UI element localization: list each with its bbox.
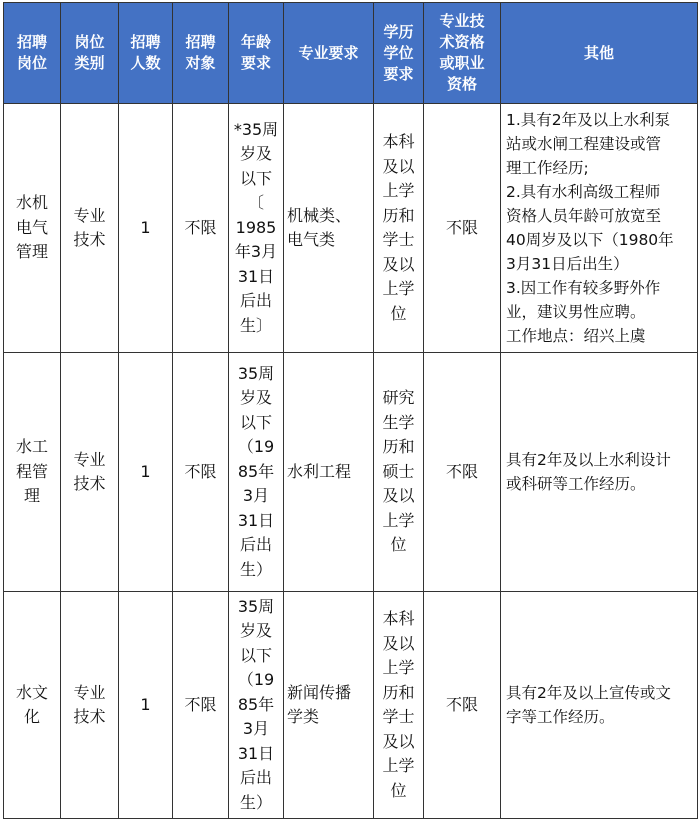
cell-line: 要求 [240,54,271,72]
cell-count: 1 [119,353,173,592]
cell-line: 及以 [382,486,415,506]
cell-line: 学士 [382,707,415,726]
cell-line: 岗位 [16,54,47,72]
cell-age [229,353,284,592]
cell-line: 1985 [235,217,277,237]
cell-line: 电气类 [287,230,336,249]
cell-line: 生〕 [239,315,272,335]
cell-other [501,353,698,592]
cell-line: 上学 [382,510,415,530]
cell-line: 学士 [382,230,415,249]
cell-line: 或职业 [439,54,485,72]
cell-line: 资格人员年龄可放宽至 [506,207,662,225]
cell-line: 位 [390,535,407,555]
cell-line: 具有2年及以上宣传或文 [506,684,671,702]
cell-line: 专业技 [439,12,485,30]
header-major [284,3,374,104]
cell-line: 招聘 [130,33,161,51]
cell-line: 生学 [382,412,415,432]
cell-major [284,353,374,592]
cell-line: 业，建议男性应聘。 [506,303,646,321]
cell-count: 1 [119,104,173,353]
cell-age [229,104,284,353]
cell-line: 2.具有水利高级工程师 [506,183,661,201]
cell-category [61,592,119,819]
cell-line: 术资格 [439,33,485,51]
cell-line: 水利工程 [287,461,352,481]
cell-major [284,592,374,819]
cell-line: 年3月 [234,242,278,262]
cell-line: 及以 [382,254,415,274]
cell-line: 电气 [15,217,48,237]
cell-line: 资格 [446,75,477,93]
cell-category [61,353,119,592]
cell-line: 3.因工作有较多野外作 [506,279,661,297]
cell-education [374,104,424,353]
cell-line: 以下 [239,412,272,432]
cell-line: 字等工作经历。 [506,708,615,726]
cell-other [501,592,698,819]
cell-line: 硕士 [382,461,415,481]
cell-qualification: 不限 [424,353,501,592]
cell-line: 学类 [287,707,320,726]
cell-target: 不限 [173,104,229,353]
cell-line: 3月 [242,719,270,739]
cell-major [284,104,374,353]
cell-line: 及以 [382,633,415,653]
recruitment-table [3,2,698,819]
cell-line: 上学 [382,279,415,298]
cell-line: 对象 [185,54,216,72]
cell-line: 岁及 [239,388,272,408]
cell-line: 31日 [237,266,275,286]
cell-line: 85年 [237,461,275,481]
cell-position [4,592,61,819]
cell-line: 85年 [237,694,275,714]
cell-line: 40周岁及以下（1980年 [506,231,674,249]
header-education [374,3,424,104]
cell-line: 生） [239,559,272,579]
cell-line: 上学 [382,658,415,677]
cell-qualification: 不限 [424,104,501,353]
cell-target: 不限 [173,353,229,592]
cell-line: 理 [23,486,40,506]
cell-line: 年龄 [240,33,271,51]
cell-line: 学历 [383,22,414,41]
table-row [4,592,698,819]
cell-line: 工作地点：绍兴上虞 [506,327,646,345]
cell-line: 岁及 [239,621,272,641]
cell-line: 31日 [237,510,275,530]
cell-line: 后出 [239,768,272,788]
cell-category [61,104,119,353]
cell-line: 水文 [15,682,48,702]
cell-line: 技术 [73,230,106,249]
cell-line: 及以 [382,731,415,751]
cell-line: 理工作经历; [506,159,589,177]
cell-line: 专业 [73,205,106,225]
table-row [4,353,698,592]
cell-line: 其他 [583,43,614,62]
cell-line: 后出 [239,291,272,311]
cell-education [374,353,424,592]
cell-age [229,592,284,819]
cell-line: 专业 [73,449,106,469]
cell-line: 本科 [382,132,415,151]
cell-line: （19 [237,437,275,457]
cell-line: 及以 [382,156,415,176]
cell-line: 1.具有2年及以上水利泵 [506,111,671,129]
cell-line: （19 [237,670,275,690]
cell-line: 上学 [382,181,415,200]
cell-line: 管理 [15,242,48,262]
cell-line: *35周 [233,119,279,139]
cell-line: 〔 [247,193,264,213]
cell-line: 招聘 [16,33,47,51]
cell-line: 水机 [15,193,48,213]
cell-other [501,104,698,353]
cell-line: 水工 [15,437,48,457]
header-position [4,3,61,104]
cell-line: 岁及 [239,144,272,164]
cell-line: 本科 [382,609,415,628]
cell-line: 岗位 [74,33,105,51]
cell-line: 3月31日后出生） [506,255,629,273]
cell-position [4,353,61,592]
cell-qualification: 不限 [424,592,501,819]
cell-line: 历和 [382,437,415,457]
cell-line: 新闻传播 [287,682,352,702]
cell-line: 以下 [239,645,272,665]
header-other [501,3,698,104]
header-count [119,3,173,104]
table-body [4,104,698,819]
cell-line: 位 [390,303,407,323]
cell-line: 35周 [237,363,275,383]
cell-line: 要求 [383,64,414,83]
cell-line: 生） [239,792,272,812]
cell-line: 研究 [382,388,415,408]
cell-line: 后出 [239,535,272,555]
cell-line: 具有2年及以上水利设计 [506,451,671,469]
cell-line: 专业 [73,682,106,702]
cell-education [374,592,424,819]
cell-line: 上学 [382,756,415,775]
cell-line: 机械类、 [287,205,352,225]
cell-line: 学位 [383,43,414,62]
table-row [4,104,698,353]
header-row [4,3,698,104]
cell-line: 位 [390,780,407,800]
cell-line: 类别 [74,54,105,72]
cell-line: 人数 [130,54,161,72]
cell-line: 技术 [73,474,106,493]
cell-line: 招聘 [185,33,216,51]
cell-line: 历和 [382,205,415,225]
header-age [229,3,284,104]
cell-line: 历和 [382,682,415,702]
header-category [61,3,119,104]
cell-position [4,104,61,353]
cell-line: 3月 [242,486,270,506]
cell-line: 程管 [15,461,48,481]
cell-target: 不限 [173,592,229,819]
cell-count: 1 [119,592,173,819]
cell-line: 以下 [239,168,272,188]
cell-line: 31日 [237,743,275,763]
header-target [173,3,229,104]
cell-line: 站或水闸工程建设或管 [506,135,662,153]
cell-line: 或科研等工作经历。 [506,475,646,493]
cell-line: 化 [23,707,40,726]
cell-line: 专业要求 [298,43,359,62]
cell-line: 技术 [73,707,106,726]
cell-line: 35周 [237,596,275,616]
header-qualification [424,3,501,104]
